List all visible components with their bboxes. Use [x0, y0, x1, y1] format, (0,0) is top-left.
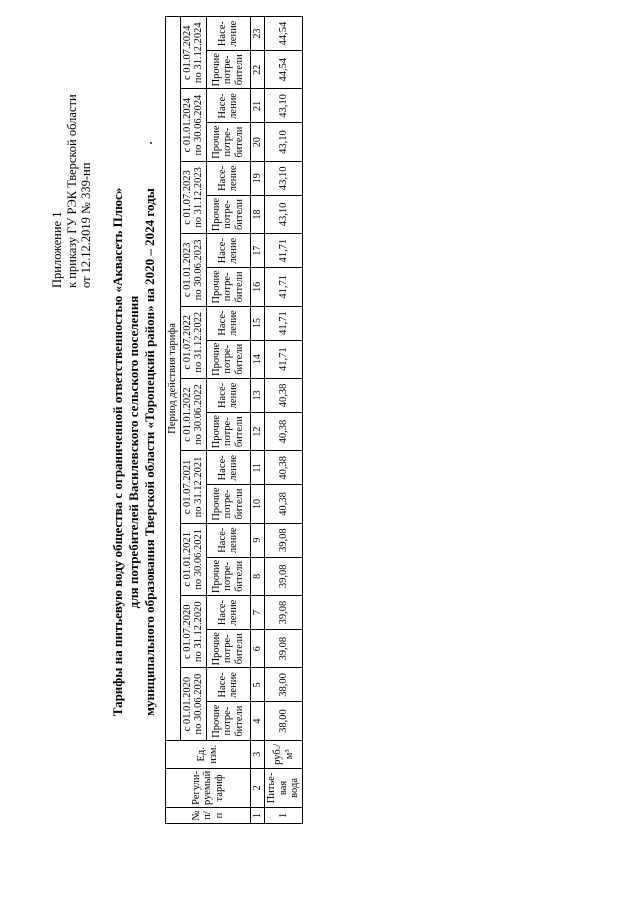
column-number: 22: [250, 51, 265, 89]
period-cell: с 01.07.2020 по 31.12.2020: [180, 596, 206, 668]
column-number: 10: [250, 485, 265, 523]
column-number: 17: [250, 234, 265, 268]
tariff-value: 41,71: [265, 234, 303, 268]
tariff-value: 39,08: [265, 523, 303, 557]
appendix-line: к приказу ГУ РЭК Тверской области: [64, 94, 79, 288]
appendix-header: [50, 48, 94, 288]
row-unit: руб./ м³: [265, 740, 303, 768]
period-cell: с 01.01.2020 по 30.06.2020: [180, 668, 206, 740]
tariff-value: 44,54: [265, 17, 303, 51]
row-name: Питье- вая вода: [265, 768, 303, 807]
column-number: 6: [250, 630, 265, 668]
subheader-other: Прочие потре- бители: [206, 412, 250, 450]
subheader-other: Прочие потре- бители: [206, 268, 250, 306]
subheader-population: Насе- ление: [206, 89, 250, 123]
period-cell: с 01.07.2022 по 31.12.2022: [180, 306, 206, 378]
column-number: 14: [250, 340, 265, 378]
period-cell: с 01.01.2023 по 30.06.2023: [180, 234, 206, 306]
tariff-value: 44,54: [265, 51, 303, 89]
tariff-value: 40,38: [265, 451, 303, 485]
tariff-value: 41,71: [265, 340, 303, 378]
subheader-other: Прочие потре- бители: [206, 195, 250, 233]
table-row: [265, 17, 303, 824]
column-number: 23: [250, 17, 265, 51]
period-cell: с 01.01.2022 по 30.06.2022: [180, 378, 206, 450]
period-cell: с 01.07.2023 по 31.12.2023: [180, 161, 206, 233]
column-number: 9: [250, 523, 265, 557]
column-number: 5: [250, 668, 265, 702]
column-number: 3: [250, 740, 265, 768]
tariff-value: 39,08: [265, 557, 303, 595]
subheader-other: Прочие потре- бители: [206, 123, 250, 161]
period-row: [180, 17, 206, 824]
column-number: 4: [250, 702, 265, 740]
tariff-value: 43,10: [265, 195, 303, 233]
tariff-value: 38,00: [265, 668, 303, 702]
tariff-value: 43,10: [265, 123, 303, 161]
tariff-value: 40,38: [265, 412, 303, 450]
header-tariff: Регули- руемый тариф: [166, 768, 251, 807]
subheader-population: Насе- ление: [206, 234, 250, 268]
subheader-other: Прочие потре- бители: [206, 702, 250, 740]
column-number: 20: [250, 123, 265, 161]
column-number: 8: [250, 557, 265, 595]
subheader-other: Прочие потре- бители: [206, 340, 250, 378]
column-number: 11: [250, 451, 265, 485]
period-cell: с 01.01.2021 по 30.06.2021: [180, 523, 206, 595]
header-num: № п/п: [166, 808, 251, 824]
subheader-population: Насе- ление: [206, 161, 250, 195]
column-number: 12: [250, 412, 265, 450]
tariff-value: 39,08: [265, 630, 303, 668]
subheader-population: Насе- ление: [206, 523, 250, 557]
period-cell: с 01.07.2021 по 31.12.2021: [180, 451, 206, 523]
subheader-population: Насе- ление: [206, 451, 250, 485]
title-line: муниципального образования Тверской области «Торопецкий район» на 2020 – 2024 годы: [142, 188, 157, 716]
column-number-row: [250, 17, 265, 824]
header-row: [166, 17, 181, 824]
subheader-population: Насе- ление: [206, 306, 250, 340]
tariff-value: 43,10: [265, 89, 303, 123]
title-line: для потребителей Василевского сельского поселения: [126, 295, 141, 609]
tariff-value: 41,71: [265, 306, 303, 340]
header-unit: Ед. изм.: [166, 740, 251, 768]
column-number: 7: [250, 596, 265, 630]
header-period: Период действия тарифа: [166, 17, 181, 741]
subheader-population: Насе- ление: [206, 668, 250, 702]
title-line: Тарифы на питьевую воду общества с ограниченной ответственностью «Аквасеть Плюс»: [110, 187, 125, 717]
period-cell: с 01.07.2024 по 31.12.2024: [180, 17, 206, 89]
column-number: 13: [250, 378, 265, 412]
subheader-other: Прочие потре- бители: [206, 630, 250, 668]
column-number: 2: [250, 768, 265, 807]
tariff-table: [165, 16, 303, 824]
column-number: 19: [250, 161, 265, 195]
appendix-line: Приложение 1: [50, 211, 64, 288]
tariff-value: 40,38: [265, 378, 303, 412]
column-number: 18: [250, 195, 265, 233]
subheader-other: Прочие потре- бители: [206, 51, 250, 89]
subheader-other: Прочие потре- бители: [206, 485, 250, 523]
column-number: 21: [250, 89, 265, 123]
document-title: [110, 0, 158, 904]
tariff-value: 43,10: [265, 161, 303, 195]
column-number: 15: [250, 306, 265, 340]
appendix-line: от 12.12.2019 № 339-нп: [79, 162, 93, 288]
subheader-population: Насе- ление: [206, 378, 250, 412]
tariff-value: 39,08: [265, 596, 303, 630]
row-num: 1: [265, 808, 303, 824]
tariff-value: 38,00: [265, 702, 303, 740]
subheader-population: Насе- ление: [206, 596, 250, 630]
subheader-population: Насе- ление: [206, 17, 250, 51]
tariff-value: 41,71: [265, 268, 303, 306]
subheader-other: Прочие потре- бители: [206, 557, 250, 595]
subheader-row: [206, 17, 250, 824]
period-cell: с 01.01.2024 по 30.06.2024: [180, 89, 206, 161]
tariff-value: 40,38: [265, 485, 303, 523]
column-number: 16: [250, 268, 265, 306]
column-number: 1: [250, 808, 265, 824]
